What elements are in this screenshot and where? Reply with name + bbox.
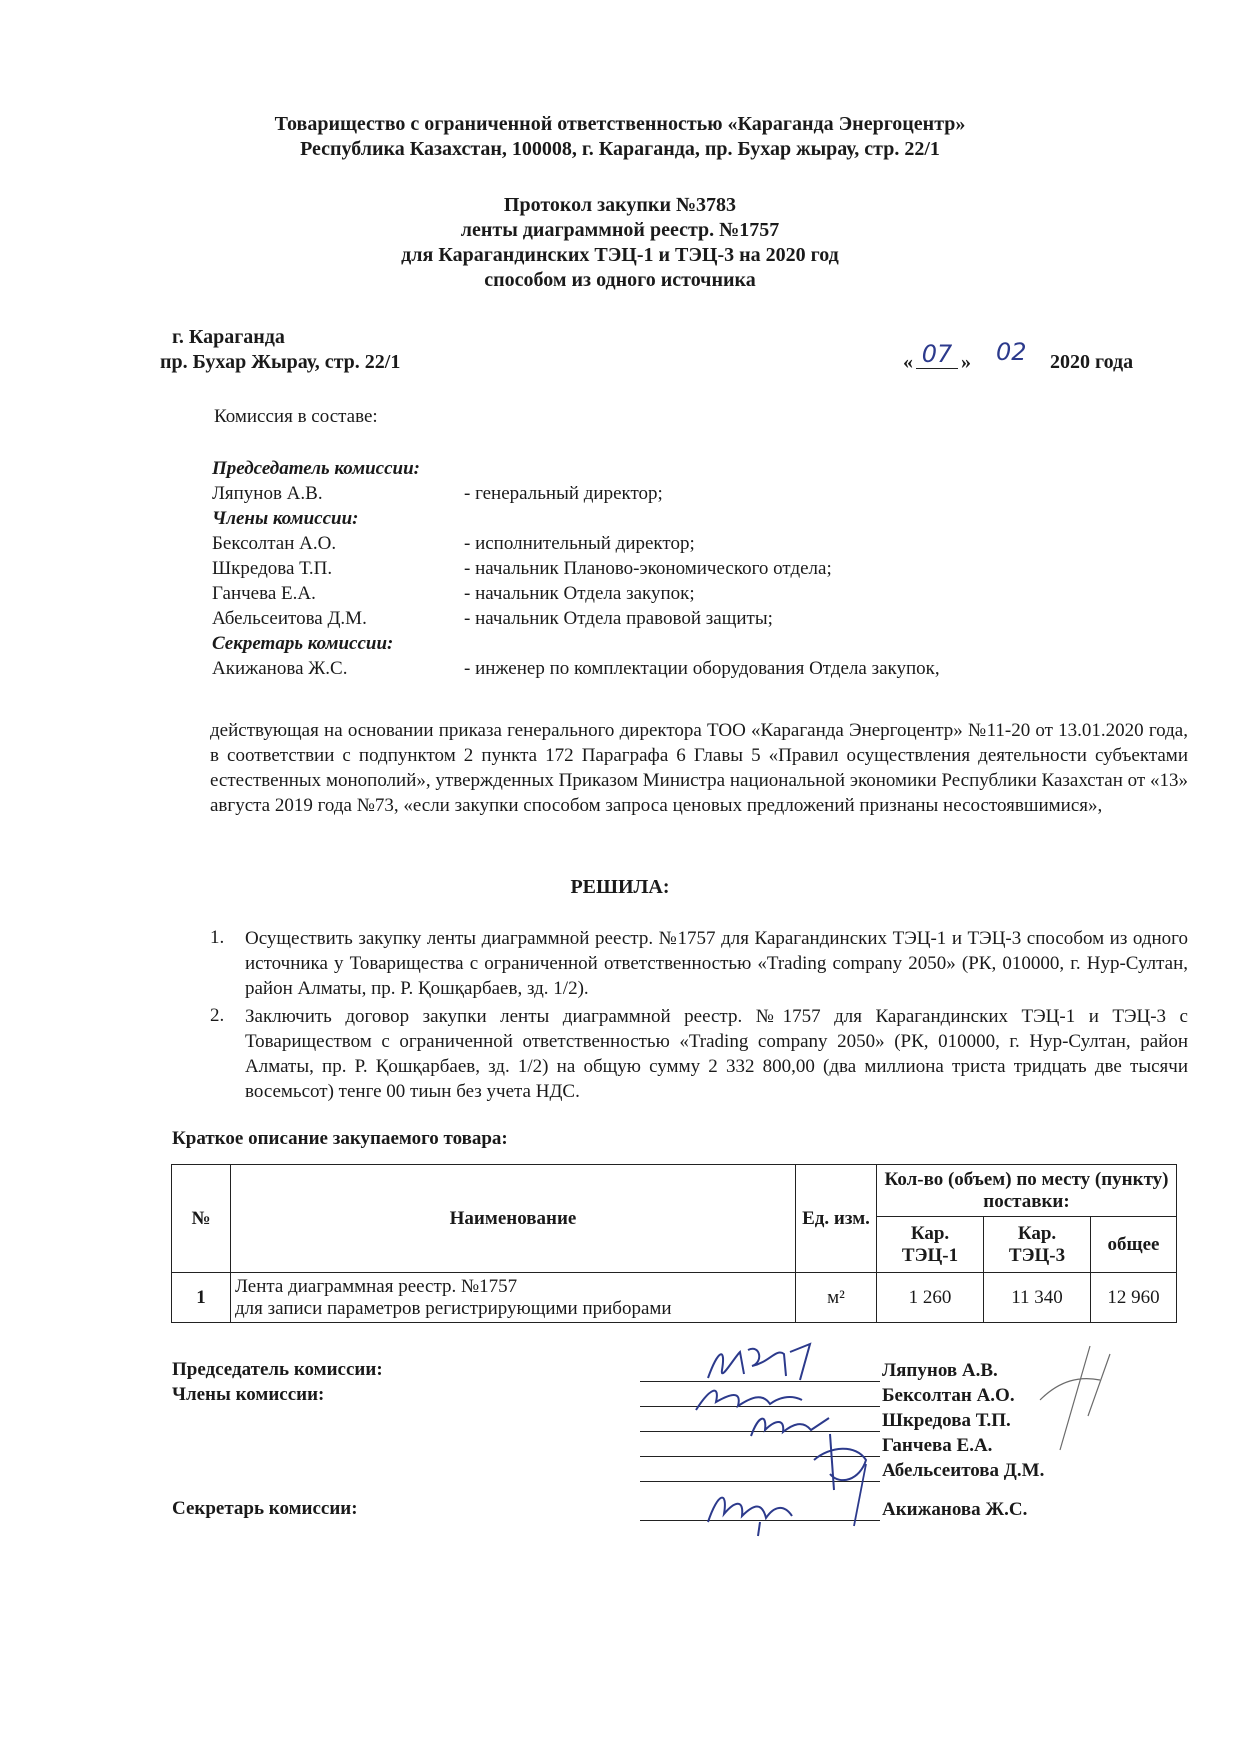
member-role: - начальник Отдела правовой защиты; [464,608,773,629]
decision-number: 2. [210,1005,225,1026]
col-tec1-header: Кар. ТЭЦ-1 [877,1217,984,1273]
sig-secretary-label: Секретарь комиссии: [172,1498,358,1519]
cell-tec3: 11 340 [984,1273,1091,1323]
member-name: Ганчева Е.А. [212,583,316,604]
sig-chair-label: Председатель комиссии: [172,1359,383,1380]
col-tec3-header: Кар. ТЭЦ-3 [984,1217,1091,1273]
cell-name-line2: для записи параметров регистрирующими приборами [235,1297,672,1319]
member-role: - начальник Планово-экономического отдела; [464,558,832,579]
member-role: - начальник Отдела закупок; [464,583,695,604]
member-name: Абельсеитова Д.М. [212,608,367,629]
decision-list [210,926,1188,1104]
members-heading: Члены комиссии: [212,508,359,529]
cell-name-line1: Лента диаграммная реестр. №1757 [235,1275,518,1297]
sig-name-member: Ганчева Е.А. [882,1435,993,1456]
col-num-header: № [172,1165,231,1273]
org-address: Республика Казахстан, 100008, г. Караганда, пр. Бухар жырау, стр. 22/1 [300,138,940,160]
decision-number: 1. [210,927,225,948]
date-quote-open: « [903,351,913,373]
col-qty-group-header: Кол-во (объем) по месту (пункту) поставки: [877,1165,1177,1217]
commission-intro: Комиссия в составе: [214,406,378,427]
sig-name-member: Абельсеитова Д.М. [882,1460,1045,1481]
sig-name-secretary: Акижанова Ж.С. [882,1499,1028,1520]
secretary-heading: Секретарь комиссии: [212,633,394,654]
member-name: Бексолтан А.О. [212,533,337,554]
basis-paragraph: действующая на основании приказа генерального директора ТОО «Караганда Энергоцентр» №11-20 от 13.01.2020 года, в соответствии с подпунктом 2 пункта 172 Параграфа 6 Главы 5 «Правил осуществления деятельности субъектами естественных монополий», утвержденных Приказом Министра национальной экономики Республики Казахстан от «13» августа 2019 года №73, «если закупки способом запроса ценовых предложений признаны несостоявшимися», [210,720,1188,816]
cell-unit: м² [796,1273,877,1323]
date-month: 02 [996,338,1027,366]
secretary-name: Акижанова Ж.С. [212,658,348,679]
member-name: Шкредова Т.П. [212,558,333,579]
protocol-subject: ленты диаграммной реестр. №1757 [460,219,780,241]
date-quote-close: » [961,351,971,373]
secretary-role: - инженер по комплектации оборудования Отдела закупок, [464,658,940,679]
chair-heading: Председатель комиссии: [212,458,420,479]
org-name: Товарищество с ограниченной ответственностью «Караганда Энергоцентр» [274,113,966,135]
col-total-header: общее [1091,1217,1177,1273]
handwritten-signature-secretary [700,1482,810,1538]
sig-name-member: Шкредова Т.П. [882,1410,1011,1431]
date-year: 2020 года [1050,351,1134,373]
cell-name [231,1273,796,1323]
place-address: пр. Бухар Жырау, стр. 22/1 [160,351,401,373]
place-city: г. Караганда [172,326,285,348]
handwritten-stroke [850,1460,870,1530]
cell-tec1: 1 260 [877,1273,984,1323]
decision-text: Осуществить закупку ленты диаграммной реестр. №1757 для Карагандинских ТЭЦ-1 и ТЭЦ-3 способом из одного источника у Товарищества с ограниченной ответственностью «Trading company 2050» (РК, 010000, г. Нур-Султан, район Алматы, пр. Р. Қошқарбаев, зд. 1/2). [245,928,1188,999]
goods-heading: Краткое описание закупаемого товара: [172,1128,508,1149]
date-day: 07 [916,340,958,369]
protocol-date [903,338,1163,374]
member-role: - исполнительный директор; [464,533,695,554]
cell-total: 12 960 [1091,1273,1177,1323]
protocol-method: способом из одного источника [484,269,756,291]
chair-name: Ляпунов А.В. [212,483,323,504]
table-row [172,1273,1177,1323]
handwritten-signature-initials [1030,1340,1120,1460]
decision-item [210,926,1188,1001]
sig-name-member: Бексолтан А.О. [882,1385,1015,1406]
decision-text: Заключить договор закупки ленты диаграммной реестр. №1757 для Карагандинских ТЭЦ-1 и ТЭЦ-3 с Товариществом с ограниченной ответственностью «Trading company 2050» (РК, 010000, г. Нур-Султан, район Алматы, пр. Р. Қошқарбаев, зд. 1/2) на общую сумму 2 332 800,00 (два миллиона триста тридцать две тысячи восемьсот) тенге 00 тиын без учета НДС. [245,1006,1188,1102]
sig-name-chair: Ляпунов А.В. [882,1360,998,1381]
cell-num: 1 [172,1273,231,1323]
decision-heading: РЕШИЛА: [570,876,670,898]
col-name-header: Наименование [231,1165,796,1273]
col-unit-header: Ед. изм. [796,1165,877,1273]
sig-members-label: Члены комиссии: [172,1384,325,1405]
protocol-scope: для Карагандинских ТЭЦ-1 и ТЭЦ-3 на 2020 год [401,244,839,266]
decision-item [210,1004,1188,1104]
goods-table [171,1164,1177,1323]
chair-role: - генеральный директор; [464,483,663,504]
protocol-title: Протокол закупки №3783 [503,194,737,216]
